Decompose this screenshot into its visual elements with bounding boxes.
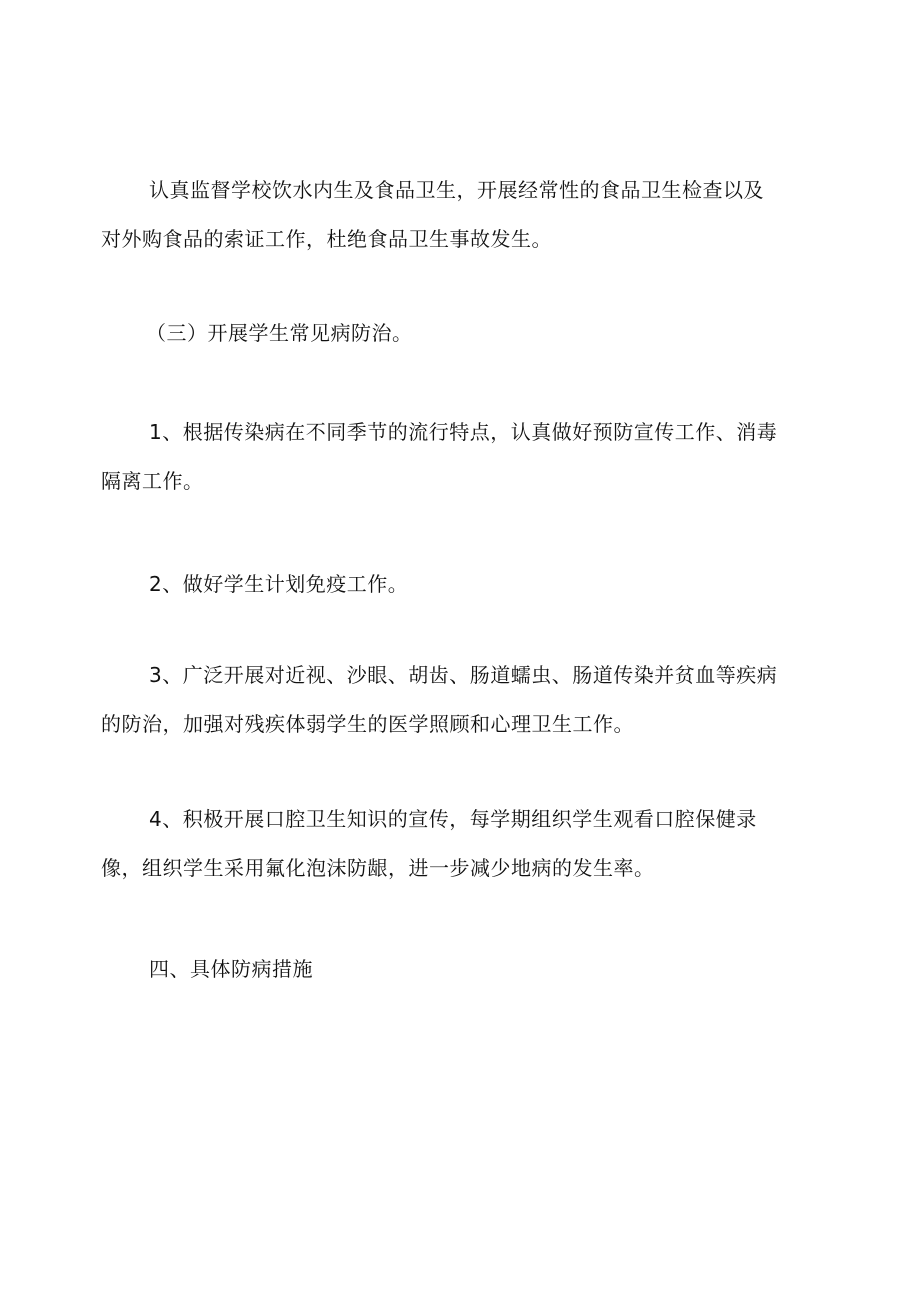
paragraph-line: 隔离工作。 xyxy=(101,469,204,493)
paragraph-line: 1、根据传染病在不同季节的流行特点，认真做好预防宣传工作、消毒 xyxy=(149,420,778,444)
section-heading-common-diseases xyxy=(0,309,413,358)
paragraph-line: 3、广泛开展对近视、沙眼、胡齿、肠道蠕虫、肠道传染并贫血等疾病 xyxy=(149,663,778,687)
paragraph-item-2 xyxy=(0,560,408,609)
heading-line: （三）开展学生常见病防治。 xyxy=(146,321,413,345)
paragraph-line: 认真监督学校饮水内生及食品卫生，开展经常性的食品卫生检查以及 xyxy=(149,178,764,202)
heading-line: 四、具体防病措施 xyxy=(149,957,313,981)
paragraph-line: 对外购食品的索证工作，杜绝食品卫生事故发生。 xyxy=(101,227,552,251)
paragraph-item-3 xyxy=(0,651,777,749)
section-heading-prevention-measures xyxy=(0,945,313,994)
paragraph-line: 2、做好学生计划免疫工作。 xyxy=(149,572,409,596)
paragraph-food-hygiene xyxy=(0,166,764,264)
paragraph-line: 4、积极开展口腔卫生知识的宣传，每学期组织学生观看口腔保健录 xyxy=(149,807,757,831)
paragraph-line: 的防治，加强对残疾体弱学生的医学照顾和心理卫生工作。 xyxy=(101,712,634,736)
paragraph-item-1 xyxy=(0,408,777,506)
paragraph-line: 像，组织学生采用氟化泡沫防龈，进一步减少地病的发生率。 xyxy=(101,856,655,880)
paragraph-item-4 xyxy=(0,795,757,893)
